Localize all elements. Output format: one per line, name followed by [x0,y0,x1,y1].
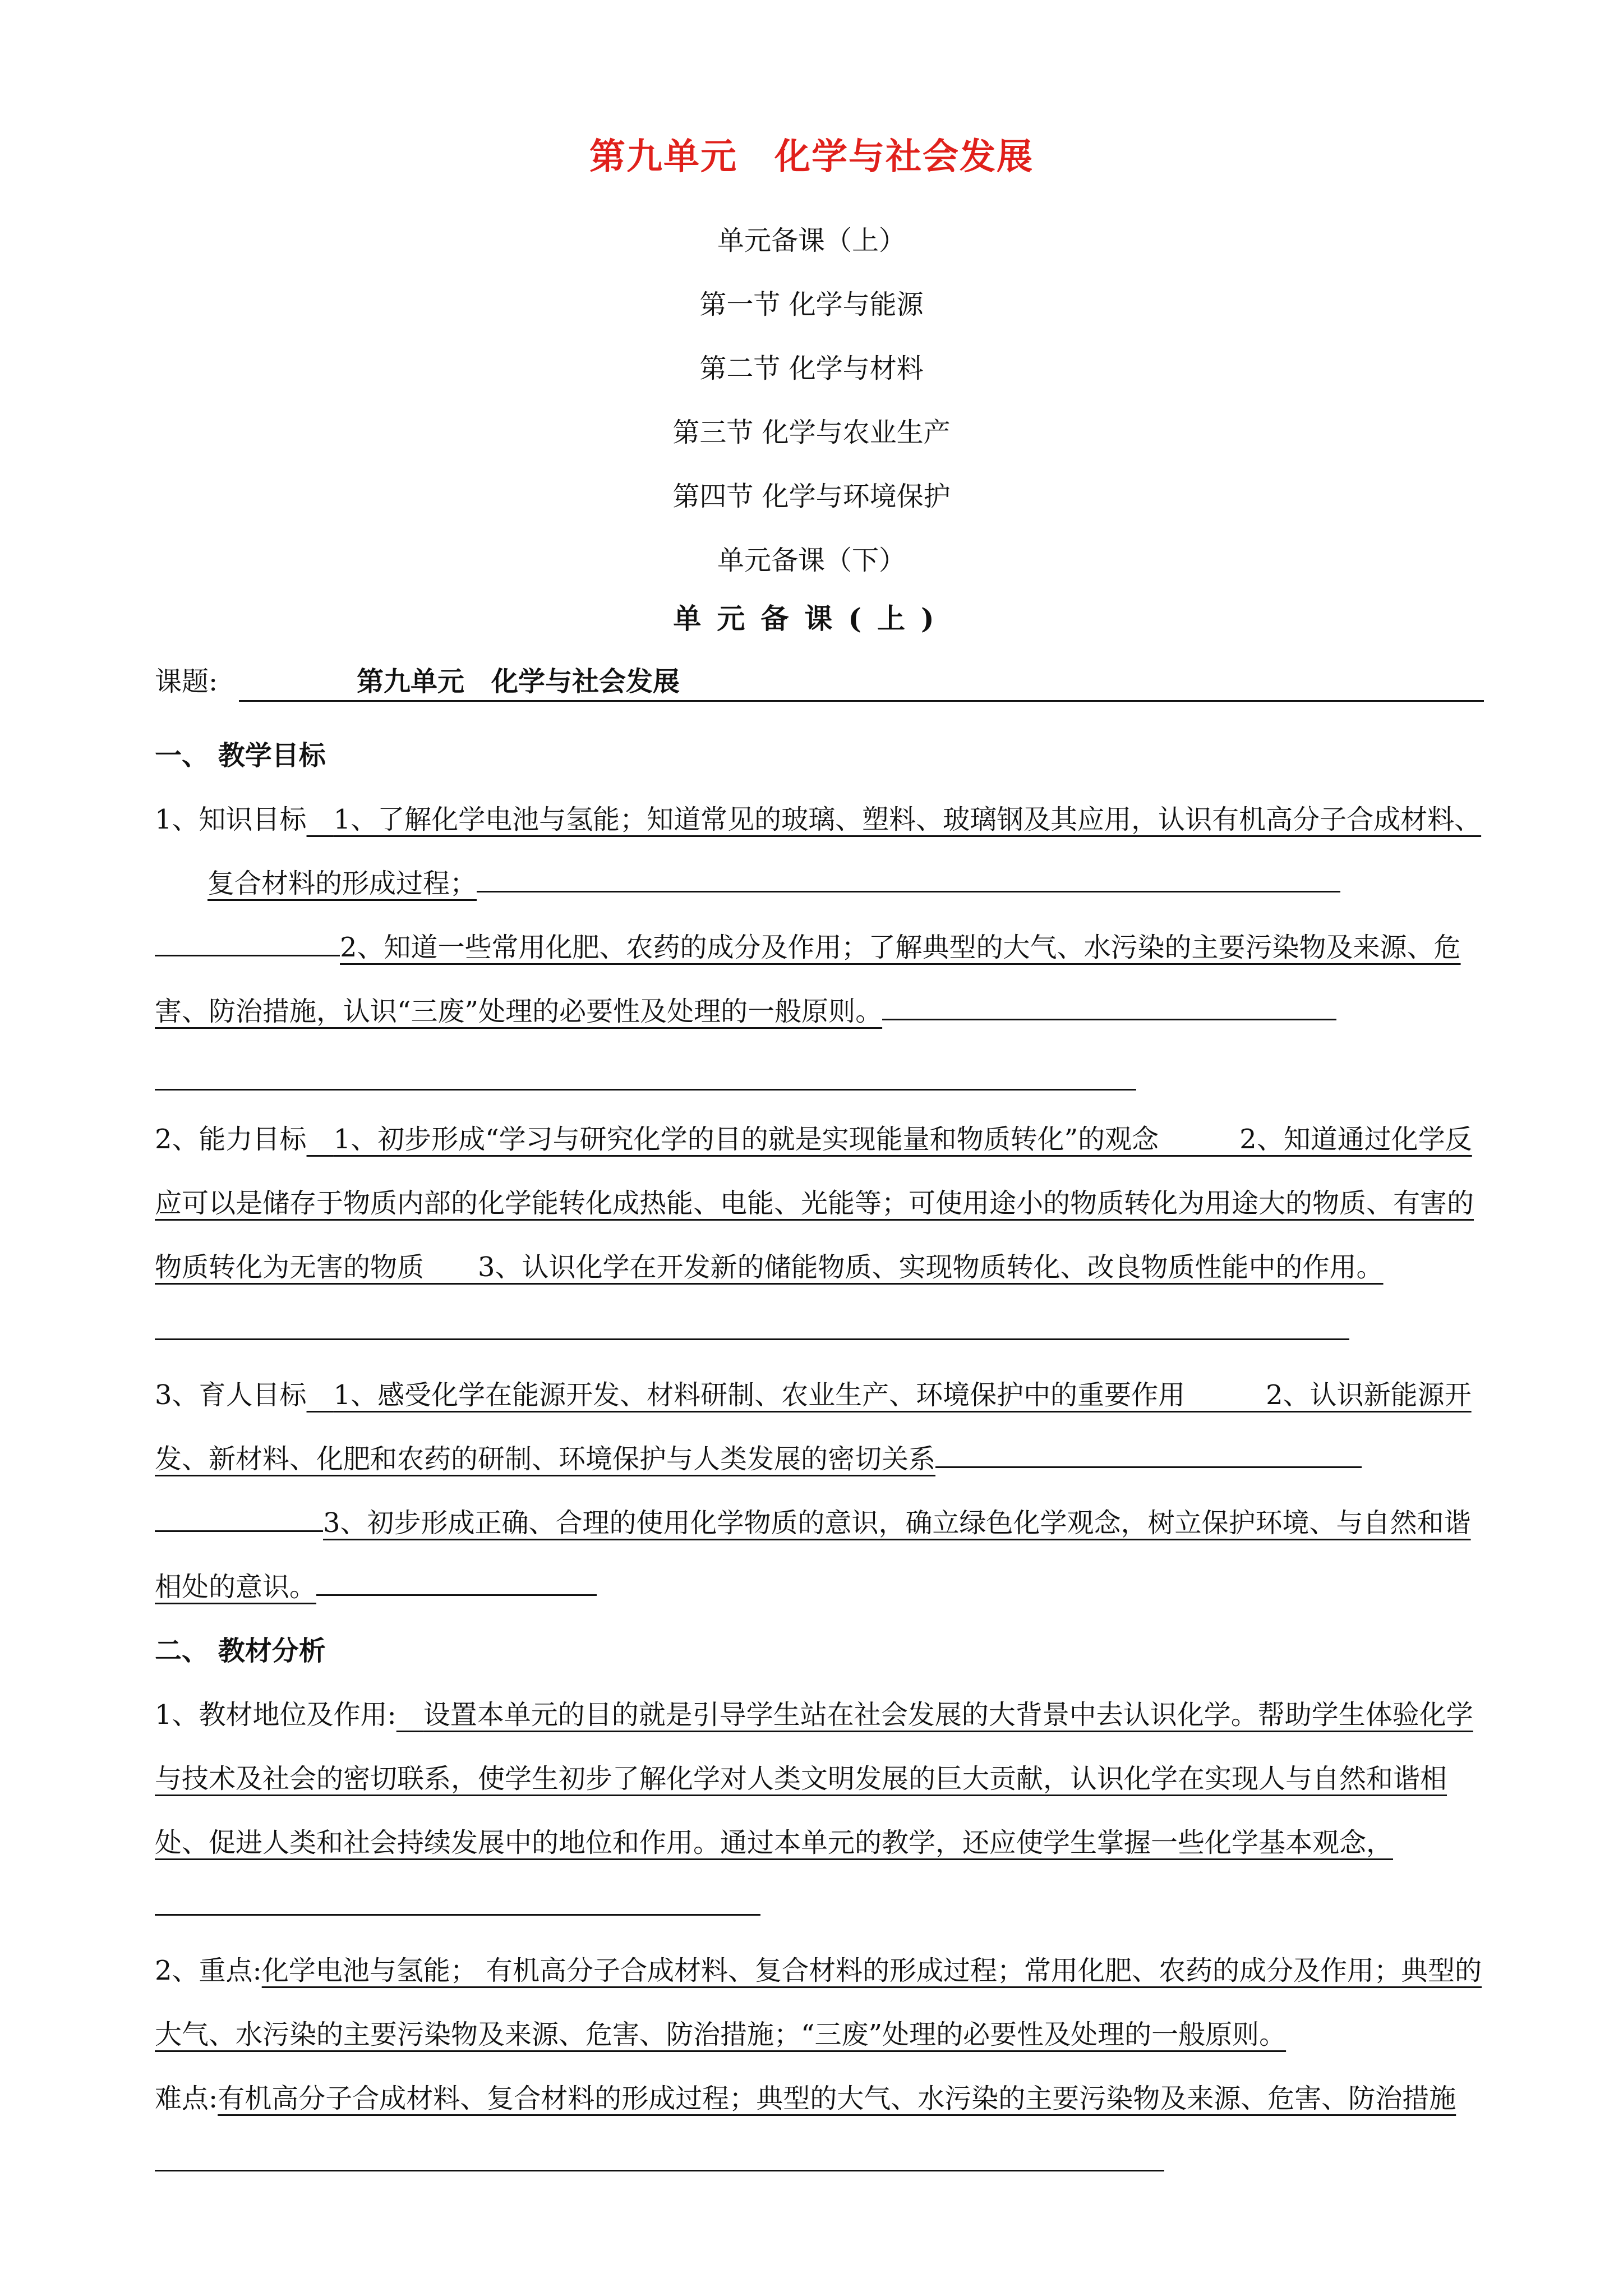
difficult-points [155,2067,1484,2194]
document-body [155,724,1484,2194]
ability-objective [155,1107,1484,1363]
knowledge-objective-label: 1、知识目标 [155,804,307,835]
toc-item: 第二节 化学与材料 [699,353,924,384]
difficult-points-text: 有机高分子合成材料、复合材料的形成过程；典型的大气、水污染的主要污染物及来源、危害、防治措施 [218,2083,1456,2114]
toc-item: 单元备课（上） [717,225,906,256]
toc-item: 第三节 化学与农业生产 [672,417,951,448]
moral-objective [155,1363,1484,1491]
section-heading-objectives: 一、 教学目标 [155,740,326,771]
knowledge-objective [155,788,1484,915]
ability-objective-label: 2、能力目标 [155,1124,307,1155]
difficult-points-label: 难点: [155,2083,218,2114]
lesson-topic-value: 第九单元 化学与社会发展 [239,661,1484,702]
toc-item: 单元备课（下） [717,545,906,576]
lesson-topic-label: 课题: [155,666,218,697]
moral-objective-text-1: 1、感受化学在能源开发、材料研制、农业生产、环境保护中的重要作用 2、认识新能源开发、新材料、化肥和农药的研制、环境保护与人类发展的密切关系 [155,1379,1472,1475]
section-heading-materials: 二、 教材分析 [155,1635,326,1667]
toc-item: 第四节 化学与环境保护 [672,481,951,512]
toc-item: 第一节 化学与能源 [699,289,924,320]
unit-prep-heading: 单元备课(上) [673,602,950,635]
lesson-topic-row [155,661,1484,702]
key-points-text: 化学电池与氢能； 有机高分子合成材料、复合材料的形成过程；常用化肥、农药的成分及作用；典型的大气、水污染的主要污染物及来源、危害、防治措施；“三废”处理的必要性及处理的一般原则。 [155,1955,1482,2050]
knowledge-objective-text-2: 2、知道一些常用化肥、农药的成分及作用；了解典型的大气、水污染的主要污染物及来源、危害、防治措施，认识“三废”处理的必要性及处理的一般原则。 [155,932,1461,1027]
document-title: 第九单元 化学与社会发展 [589,136,1034,178]
knowledge-objective-2 [155,915,1484,1043]
material-position-text: 设置本单元的目的就是引导学生站在社会发展的大背景中去认识化学。帮助学生体验化学与技术及社会的密切联系，使学生初步了解化学对人类文明发展的巨大贡献，认识化学在实现人与自然和谐相处、促进人类和社会持续发展中的地位和作用。通过本单元的教学，还应使学生掌握一些化学基本观念， [155,1699,1473,1858]
key-points-label: 2、重点: [155,1955,262,1986]
table-of-contents [0,209,1623,592]
moral-objective-label: 3、育人目标 [155,1379,307,1411]
knowledge-objective-text-1: 1、了解化学电池与氢能；知道常见的玻璃、塑料、玻璃钢及其应用，认识有机高分子合成材料、复合材料的形成过程； [208,804,1482,899]
ability-objective-text: 1、初步形成“学习与研究化学的目的就是实现能量和物质转化”的观念 2、知道通过化学反应可以是储存于物质内部的化学能转化成热能、电能、光能等；可使用途小的物质转化为用途大的物质、有害的物质转化为无害的物质 3、认识化学在开发新的储能物质、实现物质转化、改良物质性能中的作用。 [155,1124,1474,1283]
moral-objective-text-2: 3、初步形成正确、合理的使用化学物质的意识，确立绿色化学观念，树立保护环境、与自然和谐相处的意识。 [155,1507,1471,1603]
material-position-label: 1、教材地位及作用: [155,1699,396,1731]
key-points [155,1939,1484,2067]
material-position [155,1683,1484,1939]
moral-objective-2 [155,1491,1484,1619]
blank-line [155,1043,1484,1107]
